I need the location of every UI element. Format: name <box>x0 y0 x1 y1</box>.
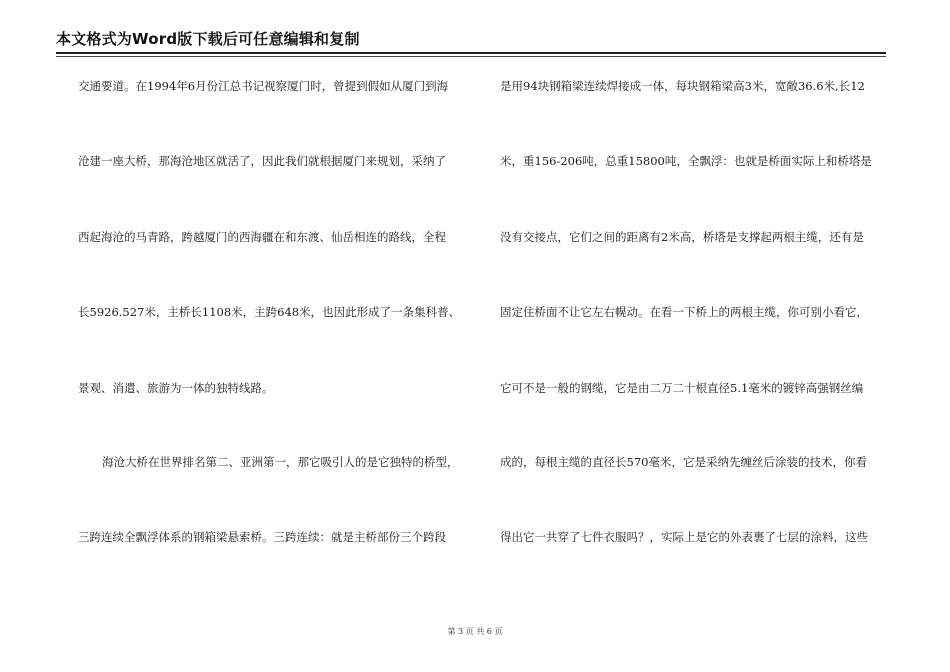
text-line: 长5926.527米，主桥长1108米，主跨648米，也因此形成了一条集科普、 <box>78 305 461 319</box>
header-title: 本文格式为Word版下载后可任意编辑和复制 <box>56 30 360 48</box>
text-line: 它可不是一般的钢缆，它是由二万二十根直径5.1毫米的镀锌高强钢丝编 <box>500 381 864 395</box>
paragraph-start-line: 海沧大桥在世界排名第二、亚洲第一，那它吸引人的是它独特的桥型， <box>102 455 459 469</box>
text-line: 三跨连续全飘浮体系的钢箱梁悬索桥。三跨连续：就是主桥部份三个跨段 <box>78 530 446 544</box>
text-line: 成的，每根主缆的直径长570毫米，它是采纳先缠丝后涂装的技术，你看 <box>500 455 867 469</box>
text-line: 没有交接点，它们之间的距离有2米高，桥塔是支撑起两根主缆，还有是 <box>500 230 864 244</box>
text-line: 景观、消遣、旅游为一体的独特线路。 <box>78 381 274 395</box>
header-rule <box>56 52 886 54</box>
text-line: 交通要道。在1994年6月份江总书记视察厦门时，曾提到假如从厦门到海 <box>78 79 449 93</box>
text-line: 得出它一共穿了七件衣服吗？，实际上是它的外表裹了七层的涂料，这些 <box>500 530 868 544</box>
page-number-footer: 第 3 页 共 6 页 <box>447 627 503 636</box>
text-line: 米，重156-206吨，总重15800吨，全飘浮：也就是桥面实际上和桥塔是 <box>500 154 872 168</box>
header-rule-secondary <box>56 56 886 57</box>
document-header <box>56 28 886 50</box>
text-line: 是用94块钢箱梁连续焊接成一体，每块钢箱梁高3米，宽敞36.6米,长12 <box>500 79 865 93</box>
text-line: 沧建一座大桥，那海沧地区就活了，因此我们就根据厦门来规划，采纳了 <box>78 154 446 168</box>
text-line: 固定住桥面不让它左右幌动。在看一下桥上的两根主缆，你可别小看它， <box>500 305 868 319</box>
text-line: 西起海沧的马青路，跨越厦门的西海疆在和东渡、仙岳相连的路线，全程 <box>78 230 446 244</box>
